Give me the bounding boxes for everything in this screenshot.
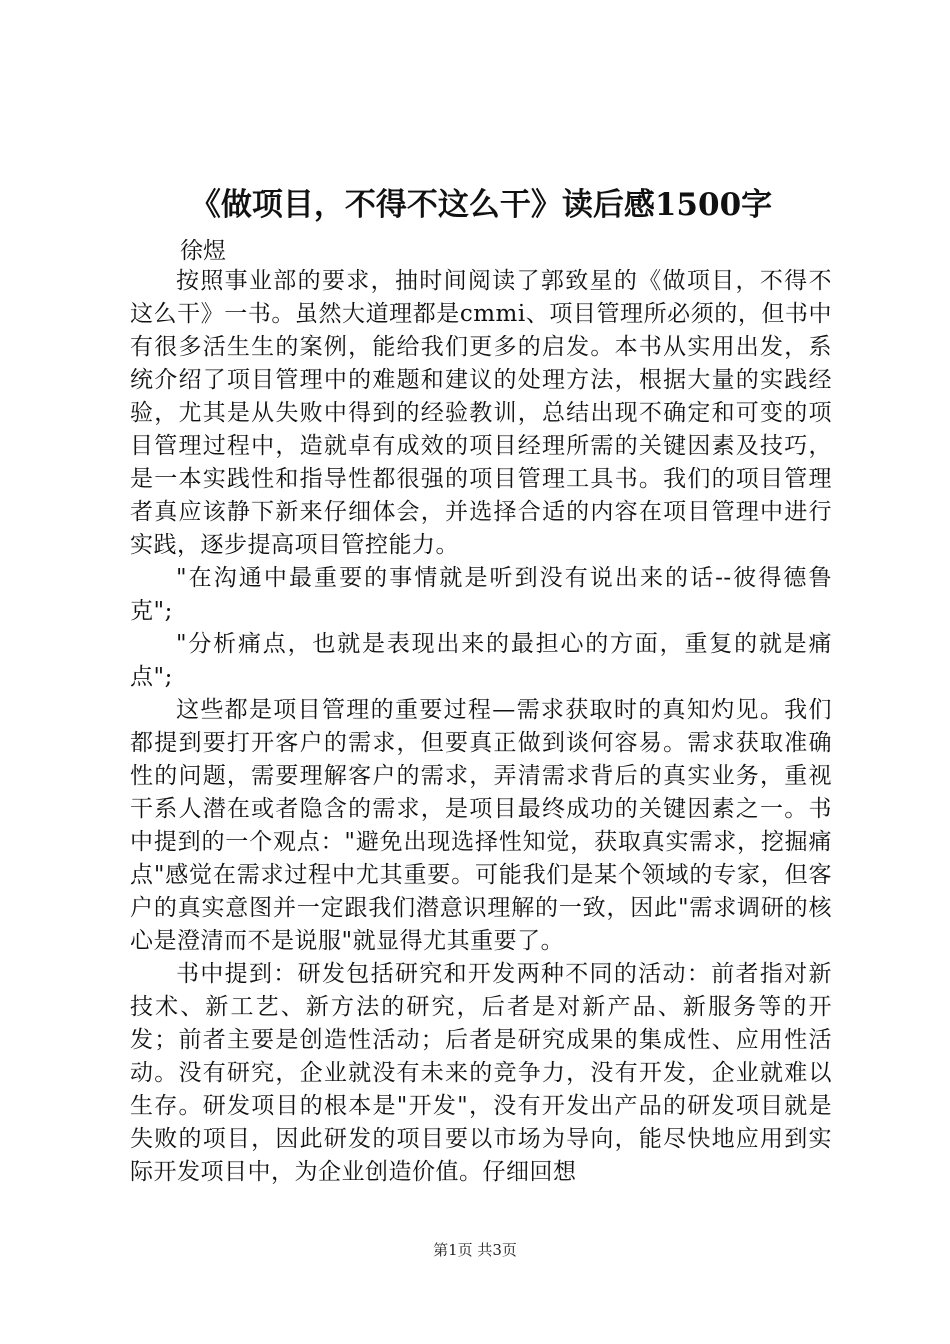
- document-title: 《做项目，不得不这么干》读后感1500字: [189, 187, 773, 223]
- paragraph-4: 这些都是项目管理的重要过程—需求获取时的真知灼见。我们都提到要打开客户的需求，但要真正做到谈何容易。需求获取准确性的问题，需要理解客户的需求，弄清需求背后的真实业务，重视干系人潜在或者隐含的需求，是项目最终成功的关键因素之一。书中提到的一个观点："避免出现选择性知觉，获取真实需求，挖掘痛点"感觉在需求过程中尤其重要。可能我们是某个领域的专家，但客户的真实意图并一定跟我们潜意识理解的一致，因此"需求调研的核心是澄清而不是说服"就显得尤其重要了。: [130, 697, 832, 954]
- paragraph-5: 书中提到：研发包括研究和开发两种不同的活动：前者指对新技术、新工艺、新方法的研究，后者是对新产品、新服务等的开发；前者主要是创造性活动；后者是研究成果的集成性、应用性活动。没有研究，企业就没有未来的竞争力，没有开发，企业就难以生存。研发项目的根本是"开发"，没有开发出产品的研发项目就是失败的项目，因此研发的项目要以市场为导向，能尽快地应用到实际开发项目中，为企业创造价值。仔细回想: [130, 961, 832, 1185]
- paragraph-1: 按照事业部的要求，抽时间阅读了郭致星的《做项目，不得不这么干》一书。虽然大道理都是cmmi、项目管理所必须的，但书中有很多活生生的案例，能给我们更多的启发。本书从实用出发，系统介绍了项目管理中的难题和建议的处理方法，根据大量的实践经验，尤其是从失败中得到的经验教训，总结出现不确定和可变的项目管理过程中，造就卓有成效的项目经理所需的关键因素及技巧，是一本实践性和指导性都很强的项目管理工具书。我们的项目管理者真应该静下新来仔细体会，并选择合适的内容在项目管理中进行实践，逐步提高项目管控能力。: [130, 268, 832, 558]
- page-footer: 第1页 共3页: [433, 1241, 517, 1259]
- document-body: [130, 265, 832, 1189]
- author-name: 徐煜: [180, 238, 226, 264]
- paragraph-2: "在沟通中最重要的事情就是听到没有说出来的话--彼得德鲁克";: [130, 565, 832, 624]
- paragraph-3: "分析痛点，也就是表现出来的最担心的方面，重复的就是痛点";: [130, 631, 832, 690]
